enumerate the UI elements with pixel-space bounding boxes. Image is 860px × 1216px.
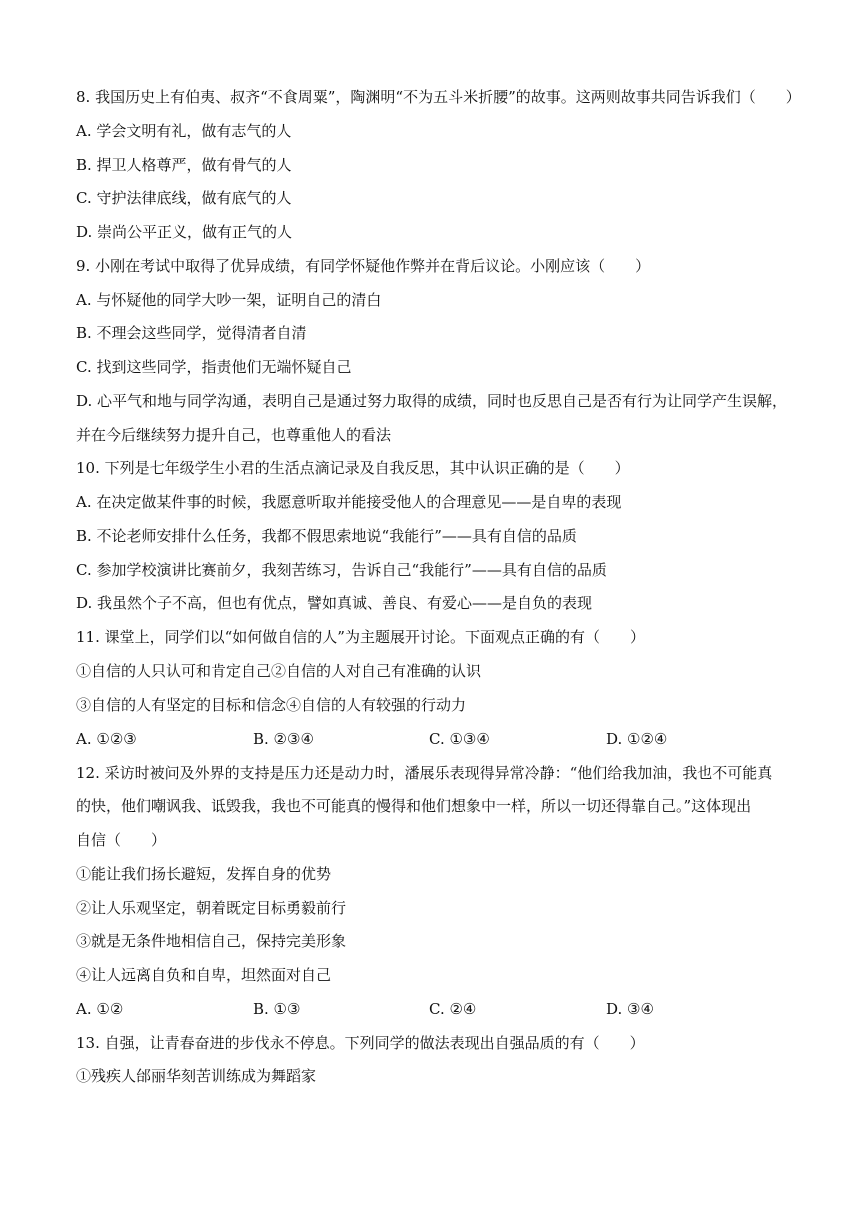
question-11-option-a: A. ①②③: [76, 730, 137, 748]
question-9-option-b: B. 不理会这些同学，觉得清者自清: [76, 324, 307, 342]
question-9-option-c: C. 找到这些同学，指责他们无端怀疑自己: [76, 358, 352, 376]
question-11-option-d: D. ①②④: [606, 730, 668, 748]
question-12-option-a: A. ①②: [76, 1000, 124, 1018]
question-10-option-a: A. 在决定做某件事的时候，我愿意听取并能接受他人的合理意见——是自卑的表现: [76, 493, 622, 511]
question-12-stem-line2: 的快，他们嘲讽我、诋毁我，我也不可能真的慢得和他们想象中一样，所以一切还得靠自己。”这体现出: [76, 797, 752, 815]
question-12-statement-2: ②让人乐观坚定，朝着既定目标勇毅前行: [76, 899, 347, 917]
question-12-option-d: D. ③④: [606, 1000, 654, 1018]
question-12-option-c: C. ②④: [429, 1000, 477, 1018]
question-11-statements-2: ③自信的人有坚定的目标和信念④自信的人有较强的行动力: [76, 696, 467, 714]
question-11-option-c: C. ①③④: [429, 730, 490, 748]
question-10-option-d: D. 我虽然个子不高，但也有优点，譬如真诚、善良、有爱心——是自负的表现: [76, 594, 593, 612]
question-12-statement-3: ③就是无条件地相信自己，保持完美形象: [76, 932, 347, 950]
question-9-option-d-line2: 并在今后继续努力提升自己，也尊重他人的看法: [76, 426, 392, 444]
question-11-stem: 11. 课堂上，同学们以“如何做自信的人”为主题展开讨论。下面观点正确的有（ ）: [76, 628, 645, 646]
question-8-stem: 8. 我国历史上有伯夷、叔齐“不食周粟”，陶渊明“不为五斗米折腰”的故事。这两则故事共同告诉我们（ ）: [76, 88, 801, 106]
question-12-statement-1: ①能让我们扬长避短，发挥自身的优势: [76, 865, 332, 883]
question-13-statement-1: ①残疾人邰丽华刻苦训练成为舞蹈家: [76, 1067, 317, 1085]
question-8-option-c: C. 守护法律底线，做有底气的人: [76, 189, 292, 207]
question-12-options: [76, 999, 796, 1019]
question-10-stem: 10. 下列是七年级学生小君的生活点滴记录及自我反思，其中认识正确的是（ ）: [76, 459, 630, 477]
question-8-option-a: A. 学会文明有礼，做有志气的人: [76, 122, 292, 140]
question-10-option-b: B. 不论老师安排什么任务，我都不假思索地说“我能行”——具有自信的品质: [76, 527, 577, 545]
question-9-stem: 9. 小刚在考试中取得了优异成绩，有同学怀疑他作弊并在背后议论。小刚应该（ ）: [76, 257, 651, 275]
question-12-option-b: B. ①③: [253, 1000, 301, 1018]
question-11-option-b: B. ②③④: [253, 730, 314, 748]
question-8-option-d: D. 崇尚公平正义，做有正气的人: [76, 223, 293, 241]
question-11-statements-1: ①自信的人只认可和肯定自己②自信的人对自己有准确的认识: [76, 662, 482, 680]
question-12-stem-line1: 12. 采访时被问及外界的支持是压力还是动力时，潘展乐表现得异常冷静：“他们给我加油，我也不可能真: [76, 764, 773, 782]
question-12-stem-line3: 自信（ ）: [76, 831, 167, 849]
question-12-statement-4: ④让人远离自负和自卑，坦然面对自己: [76, 966, 332, 984]
question-8-option-b: B. 捍卫人格尊严，做有骨气的人: [76, 156, 292, 174]
question-11-options: [76, 729, 796, 749]
question-9-option-a: A. 与怀疑他的同学大吵一架，证明自己的清白: [76, 291, 382, 309]
question-13-stem: 13. 自强，让青春奋进的步伐永不停息。下列同学的做法表现出自强品质的有（ ）: [76, 1034, 645, 1052]
question-10-option-c: C. 参加学校演讲比赛前夕，我刻苦练习，告诉自己“我能行”——具有自信的品质: [76, 561, 607, 579]
question-9-option-d-line1: D. 心平气和地与同学沟通，表明自己是通过努力取得的成绩，同时也反思自己是否有行为让同学产生误解，: [76, 392, 788, 410]
